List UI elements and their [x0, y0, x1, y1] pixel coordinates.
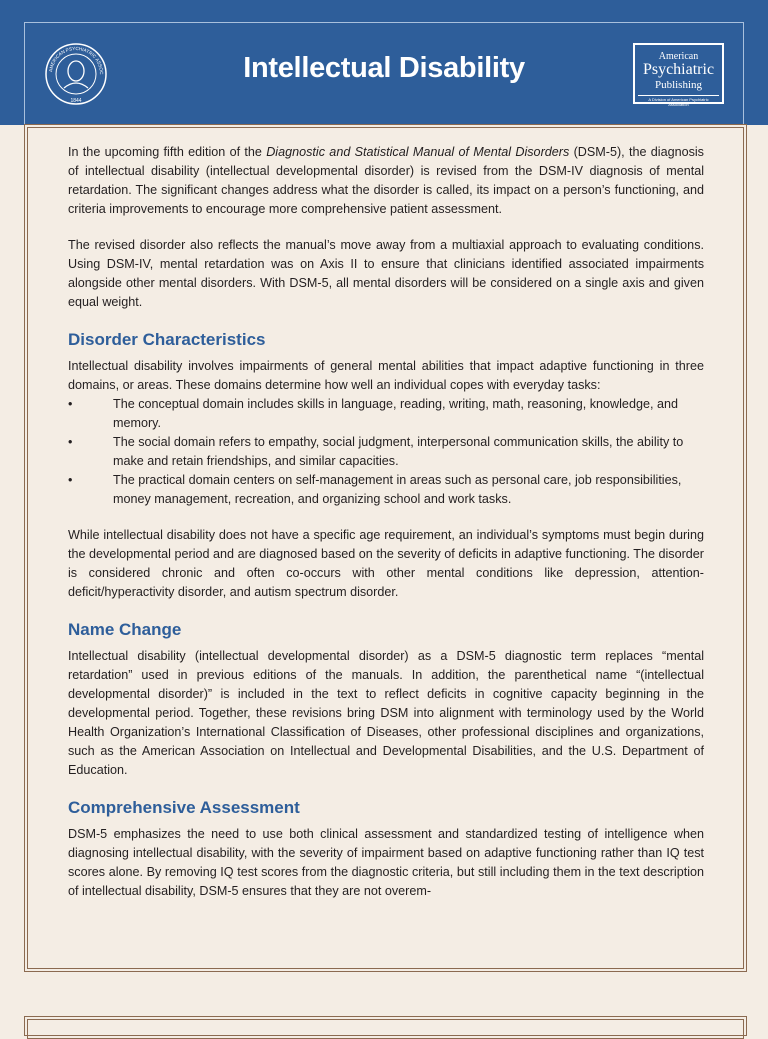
- list-item-text: The practical domain centers on self-management in areas such as personal care, job responsibilities, money management, recreation, and organizing school and work tasks.: [113, 473, 682, 506]
- section-heading-assessment: Comprehensive Assessment: [68, 798, 300, 817]
- list-item: [68, 395, 704, 433]
- american-psychiatric-publishing-logo: [633, 43, 724, 107]
- list-item: [68, 433, 704, 471]
- domain-list: [68, 395, 704, 509]
- intro-paragraph-2: The revised disorder also reflects the manual’s move away from a multiaxial approach to evaluating conditions. Using DSM-IV, mental retardation was on Axis II to ensure that clinicians identified associated impairments alongside other mental disorders. With DSM-5, all mental disorders will be considered on a single axis and given equal weight.: [68, 238, 704, 309]
- intro-text-end: (DSM-5), the diagnosis of intellectual disability (intellectual developmental disorder) is revised from the DSM-IV diagnosis of mental retardation. The significant changes address what the disorder is called, its impact on a person’s functioning, and criteria improvements to encourage more comprehensive patient assessment.: [68, 145, 704, 216]
- assessment-paragraph: DSM-5 emphasizes the need to use both clinical assessment and standardized testing of intelligence when diagnosing intellectual disability, with the severity of impairment based on adaptive functioning rather than IQ test scores alone. By removing IQ test scores from the diagnostic criteria, but still including them in the text description of intellectual disability, DSM-5 ensures that they are not overem-: [68, 827, 704, 898]
- document-body: [68, 143, 704, 918]
- intro-text-start: In the upcoming fifth edition of the: [68, 145, 267, 159]
- intro-paragraph-1: [68, 143, 704, 219]
- seal-year: 1844: [70, 98, 82, 104]
- manual-title: Diagnostic and Statistical Manual of Mental Disorders: [266, 145, 570, 159]
- section-heading-name-change: Name Change: [68, 620, 182, 639]
- list-item-text: The conceptual domain includes skills in language, reading, writing, math, reasoning, knowledge, and memory.: [113, 397, 678, 430]
- logo-line-3: Publishing: [654, 79, 703, 91]
- next-page-border-inner: [27, 1019, 744, 1039]
- logo-line-2: Psychiatric: [642, 61, 715, 78]
- logo-line-4: A Division of American Psychiatric Association: [638, 95, 719, 107]
- characteristics-closing: While intellectual disability does not have a specific age requirement, an individual’s symptoms must begin during the developmental period and are diagnosed based on the severity of deficits in adaptive functioning. The disorder is considered chronic and often co-occurs with other mental conditions like depression, attention-deficit/hyperactivity disorder, and autism spectrum disorder.: [68, 528, 704, 599]
- bullet: •: [68, 473, 73, 487]
- page-title: Intellectual Disability: [243, 52, 525, 84]
- characteristics-lead: Intellectual disability involves impairments of general mental abilities that impact adaptive functioning in three domains, or areas. These domains determine how well an individual copes with everyday tasks:: [68, 359, 704, 392]
- bullet: •: [68, 435, 73, 449]
- section-heading-characteristics: Disorder Characteristics: [68, 330, 266, 349]
- bullet: •: [68, 397, 73, 411]
- seal-text: AMERICAN PSYCHIATRIC ASSOC: [48, 45, 105, 75]
- name-change-paragraph: Intellectual disability (intellectual developmental disorder) as a DSM-5 diagnostic term replaces “mental retardation” used in previous editions of the manuals. In addition, the parenthetical name “(intellectual developmental disorder)” is included in the text to reflect deficits in cognitive capacity beginning in the developmental period. Together, these revisions bring DSM into alignment with terminology used by the World Health Organization’s International Classification of Diseases, other professional disciplines and organizations, such as the American Association on Intellectual and Developmental Disabilities, and the U.S. Department of Education.: [68, 649, 704, 777]
- list-item: [68, 471, 704, 509]
- logo-line-1: American: [658, 51, 699, 62]
- list-item-text: The social domain refers to empathy, social judgment, interpersonal communication skills, the ability to make and retain friendships, and similar capacities.: [113, 435, 684, 468]
